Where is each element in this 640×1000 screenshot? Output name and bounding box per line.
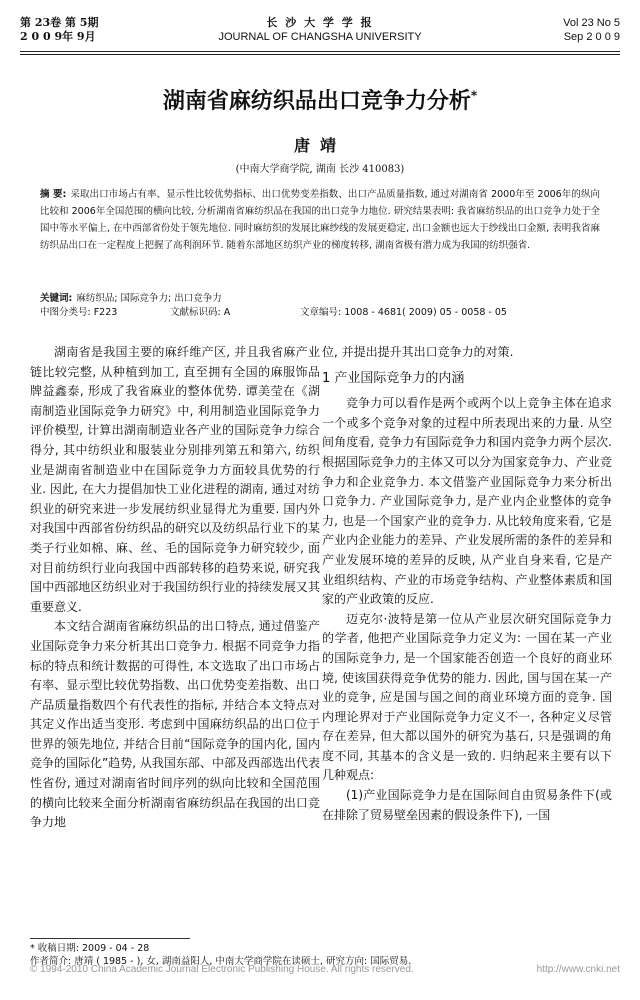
abstract-label: 摘 要: xyxy=(40,189,67,200)
author-affiliation: (中南大学商学院, 湖南 长沙 410083) xyxy=(235,164,405,175)
article-number: 文章编号: 1008 - 4681( 2009) 05 - 0058 - 05 xyxy=(300,307,507,318)
header-right xyxy=(563,16,620,44)
body-paragraph: 竞争力可以看作是两个或两个以上竞争主体在追求一个或多个竞争对象的过程中所表现出来的力量. 从空间角度看, 竞争力有国际竞争力和国内竞争力两个层次. 根据国际竞争力的主体又可以分为国家竞争力、产业竞争力和企业竞争力. 本文借鉴产业国际竞争力来分析出口竞争力. 产业国际竞争力, 是产业内企业整体的竞争力, 也是一个国家产业的竞争力. 从比较角度来看, 它是产业内企业能力的差异、产业发展所需的条件的差异和产业发展环境的差异的反映, 从产业自身来看, 它是产业组织结构、产业的市场竞争结构、产业整体素质和国家的产业政策的反应. xyxy=(322,396,612,607)
footnote-received: * 收稿日期: 2009 - 04 - 28 xyxy=(30,943,150,954)
title-text: 湖南省麻纺织品出口竞争力分析 xyxy=(162,89,471,114)
title-footnote-mark: * xyxy=(470,88,478,103)
footnote-author-bio: 作者简介: 唐靖 ( 1985 - ), 女, 湖南益阳人, 中南大学商学院在读硕士, 研究方向: 国际贸易. xyxy=(30,956,412,967)
document-code: 文献标识码: A xyxy=(170,307,231,318)
date-cn: 2 0 0 9年 9月 xyxy=(20,30,96,43)
volume-en: Vol 23 No 5 xyxy=(563,17,620,29)
body-paragraph: (1)产业国际竞争力是在国际间自由贸易条件下(或在排除了贸易壁垒因素的假设条件下), 一国 xyxy=(322,788,612,822)
journal-name-en: JOURNAL OF CHANGSHA UNIVERSITY xyxy=(218,31,422,43)
body-paragraph: 湖南省是我国主要的麻纤维产区, 并且我省麻产业链比较完整, 从种植到加工, 直至拥有全国的麻服饰品牌益鑫泰, 形成了我省麻业的整体优势. 谭美莹在《湖南制造业国际竞争力研究》中, 利用制造业国际竞争力评价模型, 计算出湖南制造业各产业的国际竞争力综合得分, 其中纺织业和服装业分别排列第五和第六, 纺织业是湖南省制造业中在国际竞争力方面较具优势的行业. 因此, 在大力提倡加快工业化进程的湖南, 通过对纺织业的研究来进一步发展纺织业显得尤为重要. 国内外对我国中西部省份纺织品的研究以及纺织品行业下的某类子行业如棉、麻、丝、毛的国际竞争力研究较少, 面对目前纺织行业向我国中西部转移的趋势来说, 研究我国中西部地区纺织业对于我国纺织行业的持续发展又其重要意义. xyxy=(30,345,320,614)
left-column xyxy=(30,343,320,833)
section-heading: 1 产业国际竞争力的内涵 xyxy=(322,370,465,386)
copyright-line xyxy=(30,964,620,975)
header-rule-bottom xyxy=(20,54,620,55)
keywords-label: 关键词: xyxy=(40,293,73,304)
website-link[interactable]: http://www.cnki.net xyxy=(536,964,620,975)
body-paragraph: 迈克尔·波特是第一位从产业层次研究国际竞争力的学者, 他把产业国际竞争力定义为: 一国在某一产业的国际竞争力, 是一个国家能否创造一个良好的商业环境, 使该国获得竞争优势的能力. 因此, 国与国在某一产业的竞争, 应是国与国之间的商业环境方面的竞争. 国内理论界对于产业国际竞争力定义不一, 各种定义尽管存在差异, 但大都以国外的研究为基石, 只是强调的角度不同, 其基本的含义是一致的. 归纳起来主要有以下几种观点: xyxy=(322,611,612,783)
body-paragraph: 本文结合湖南省麻纺织品的出口特点, 通过借鉴产业国际竞争力来分析其出口竞争力. 根据不同竞争力指标的特点和统计数据的可得性, 本文选取了出口市场占有率、显示型比较优势指数、出口优势变差指数、出口产品质量指数四个有代表性的指标, 并结合本文特点对其定义作出适当变形. 考虑到中国麻纺织品的出口位于世界的领先地位, 并结合目前“国际竞争的国内化, 国内竞争的国际化”趋势, 从我国东部、中部及西部选出代表性省份, 通过对湖南省时间序列的纵向比较和全国范围的横向比较来全面分析湖南省麻纺织品在我国的出口竞争力地 xyxy=(30,619,320,830)
footnote-rule xyxy=(30,938,190,939)
running-header xyxy=(20,14,620,54)
body-paragraph-continued: 位, 并提出提升其出口竞争力的对策. xyxy=(322,345,514,359)
header-rule-top xyxy=(20,51,620,52)
paper-title xyxy=(20,84,620,115)
journal-name-cn: 长 沙 大 学 学 报 xyxy=(266,16,374,29)
clc-number: 中图分类号: F223 xyxy=(40,307,118,318)
classification-line xyxy=(40,306,600,320)
header-center xyxy=(20,16,620,44)
right-column xyxy=(322,343,612,825)
abstract xyxy=(40,186,600,254)
date-en: Sep 2 0 0 9 xyxy=(563,31,620,43)
copyright-text: © 1994-2010 China Academic Journal Electronic Publishing House. All rights reserved. xyxy=(30,964,414,975)
author-name: 唐靖 xyxy=(293,136,346,155)
keywords xyxy=(40,292,600,306)
keywords-text: 麻纺织品; 国际竞争力; 出口竞争力 xyxy=(76,293,222,304)
abstract-text: 采取出口市场占有率、显示性比较优势指标、出口优势变差指数、出口产品质量指数, 通过对湖南省 2000年至 2006年的纵向比较和 2006年全国范围的横向比较, 分析湖南省麻纺织品在我国的出口竞争力地位. 研究结果表明: 我省麻纺织品的出口竞争力处于全国中等水平偏上, 在中西部省份处于领先地位. 同时麻纺织的发展比麻纱线的发展更稳定, 出口金额也远大于纱线出口金额, 表明我省麻纺织品出口在一定程度上把握了高利润环节. 随着东部地区纺织产业的梯度转移, 湖南省极有潜力成为我国的纺织强省. xyxy=(40,189,601,251)
volume-cn: 第 23卷 第 5期 xyxy=(20,16,99,29)
